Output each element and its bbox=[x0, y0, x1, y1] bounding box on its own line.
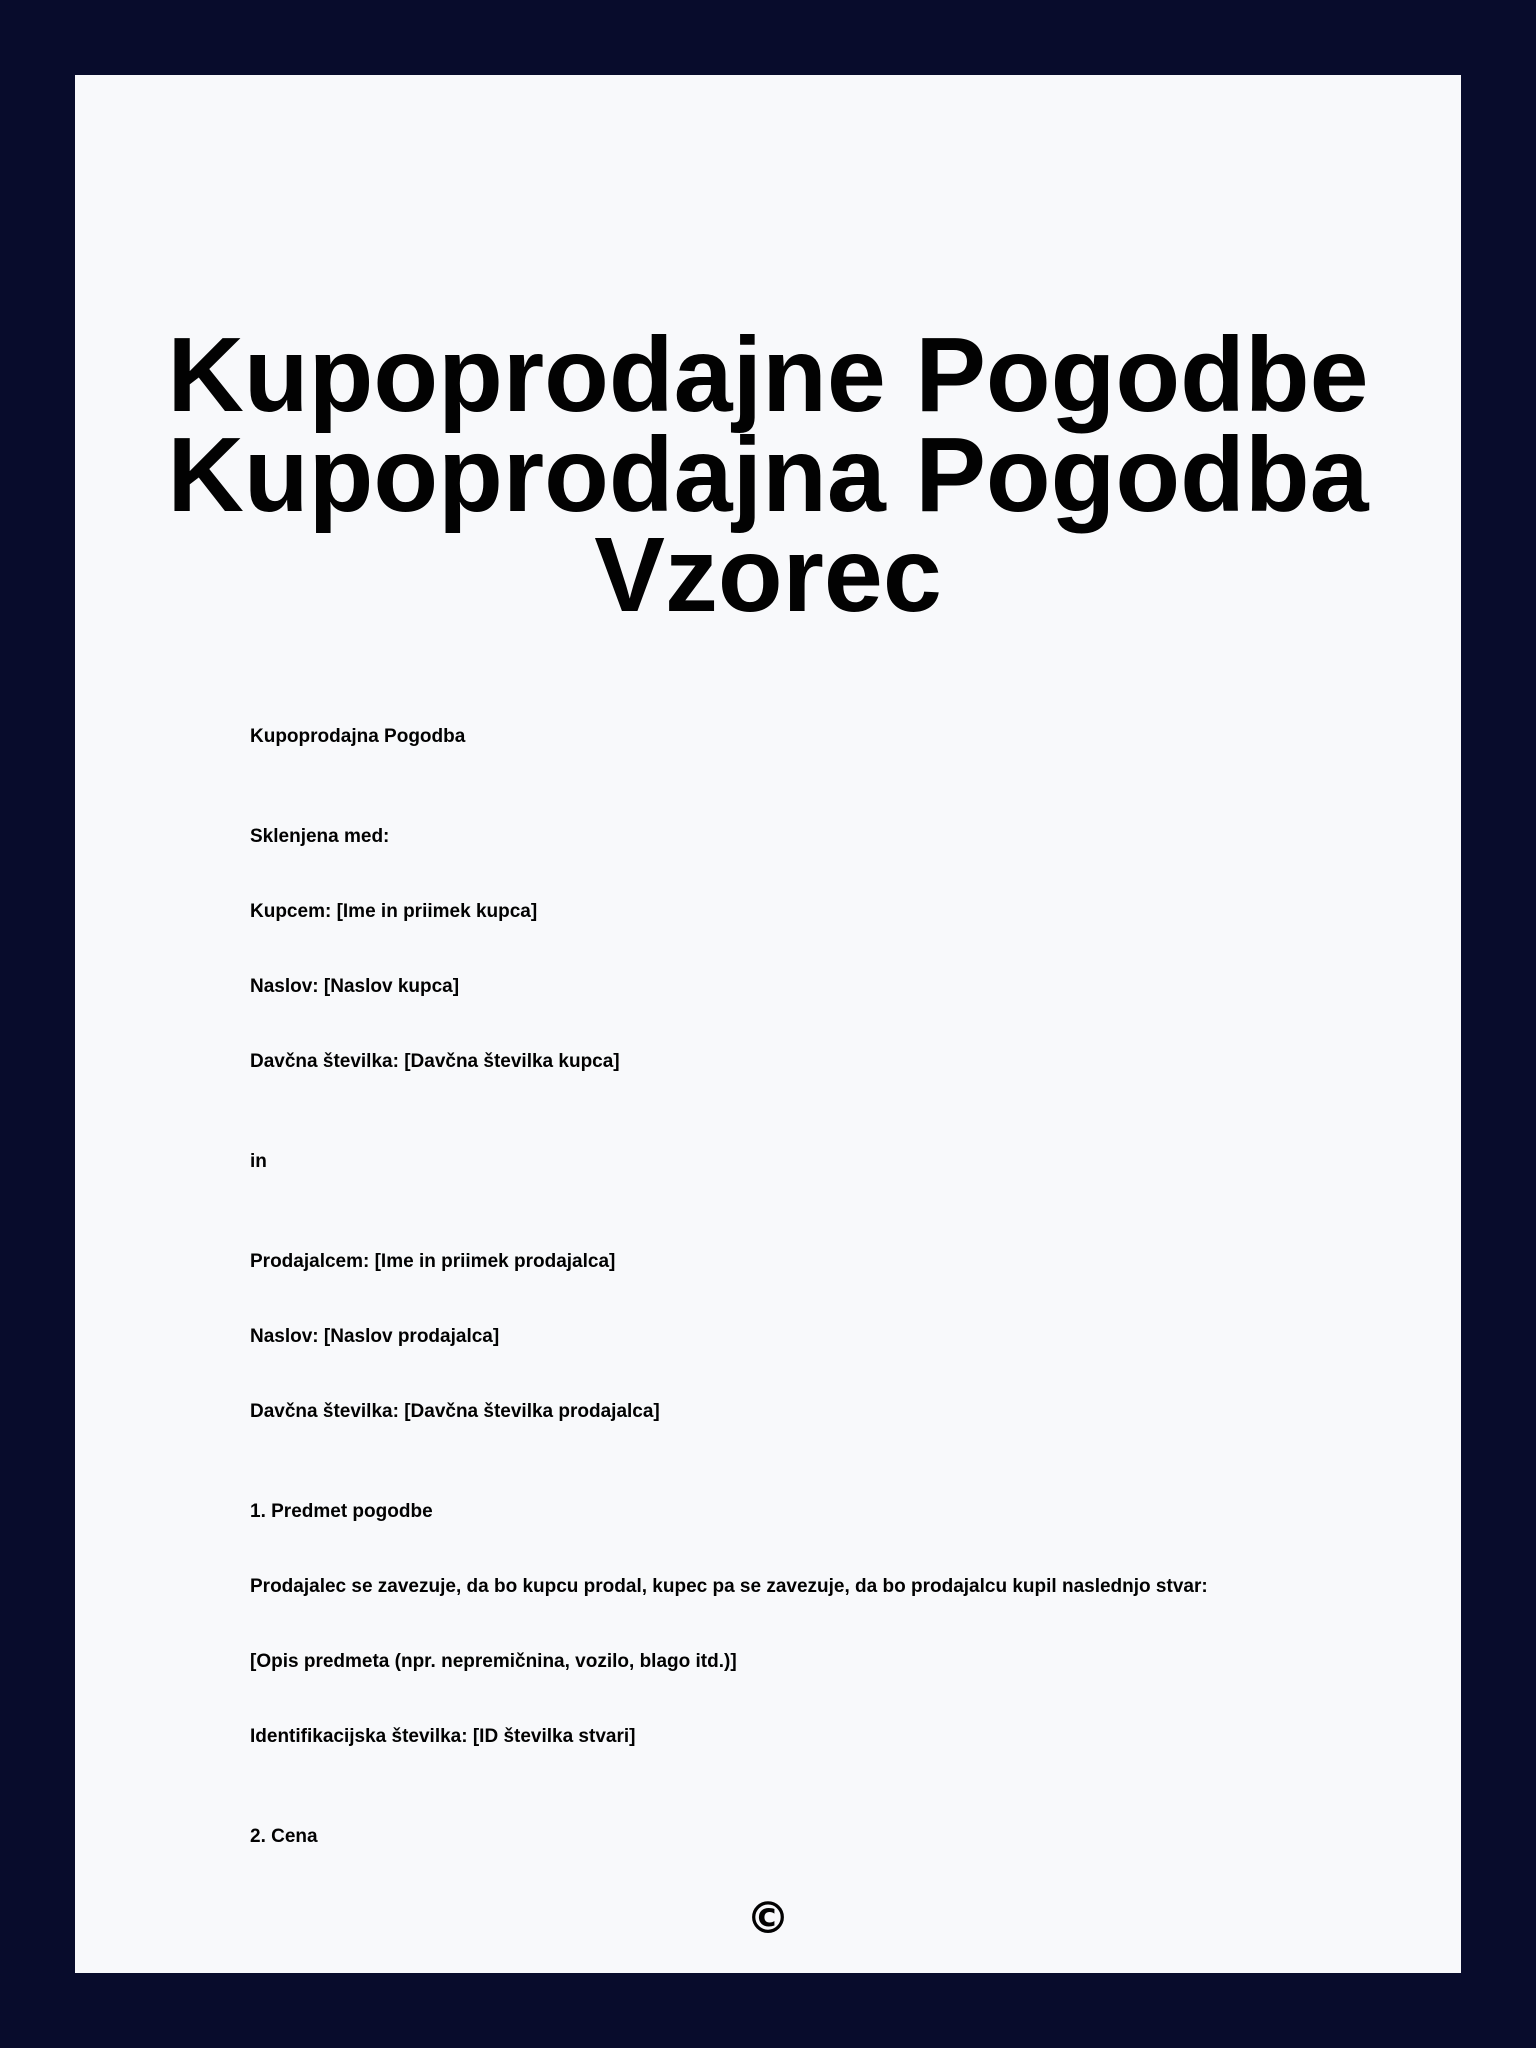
seller-name-line: Prodajalcem: [Ime in priimek prodajalca] bbox=[250, 1251, 616, 1272]
document-title: Kupoprodajne Pogodbe Kupoprodajna Pogodba Vzorec bbox=[167, 316, 1369, 634]
subject-clause-text: Prodajalec se zavezuje, da bo kupcu prodal, kupec pa se zavezuje, da bo prodajalcu kupil naslednjo stvar: bbox=[250, 1576, 1208, 1597]
section-subject-heading: 1. Predmet pogodbe bbox=[250, 1501, 433, 1522]
subject-description-line: [Opis predmeta (npr. nepremičnina, vozilo, blago itd.)] bbox=[250, 1651, 737, 1672]
buyer-address-line: Naslov: [Naslov kupca] bbox=[250, 976, 460, 997]
copyright-symbol: © bbox=[746, 1893, 790, 1944]
document-page bbox=[75, 75, 1461, 1973]
parties-intro: Sklenjena med: bbox=[250, 826, 390, 847]
contract-heading: Kupoprodajna Pogodba bbox=[250, 726, 466, 747]
buyer-tax-number-line: Davčna številka: [Davčna številka kupca] bbox=[250, 1051, 620, 1072]
section-price-heading: 2. Cena bbox=[250, 1826, 318, 1847]
conjunction-line: in bbox=[250, 1151, 267, 1172]
seller-address-line: Naslov: [Naslov prodajalca] bbox=[250, 1326, 500, 1347]
seller-tax-number-line: Davčna številka: [Davčna številka prodajalca] bbox=[250, 1401, 660, 1422]
buyer-name-line: Kupcem: [Ime in priimek kupca] bbox=[250, 901, 538, 922]
subject-id-line: Identifikacijska številka: [ID številka stvari] bbox=[250, 1726, 636, 1747]
